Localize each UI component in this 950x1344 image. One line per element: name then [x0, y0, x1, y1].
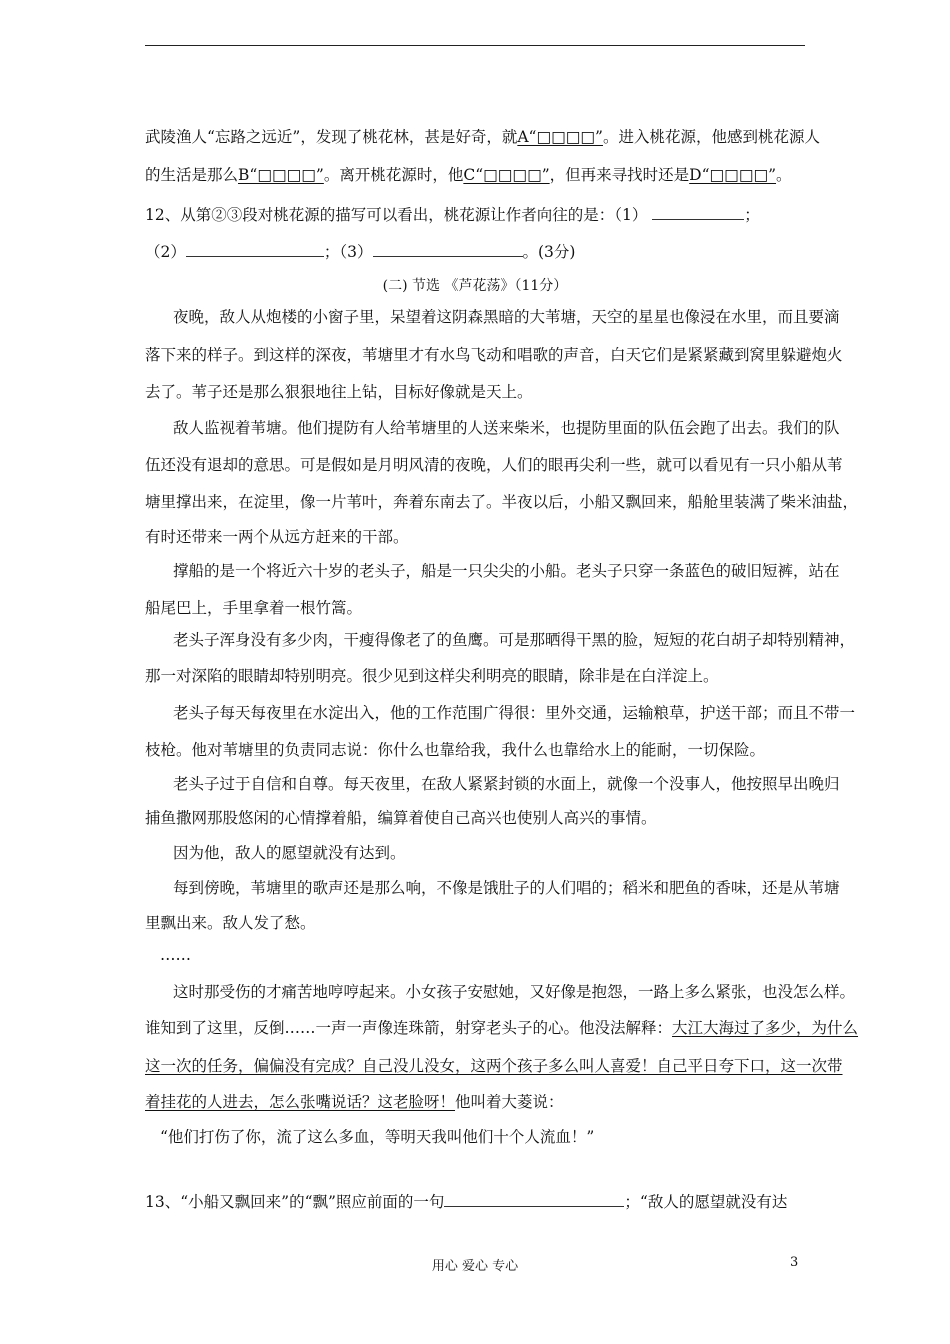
- quote-line: “他们打伤了你，流了这么多血，等明天我叫他们十个人流血！”: [160, 1128, 595, 1146]
- header-rule: [145, 45, 805, 46]
- question-13-text: 13、“小船又飘回来”的“飘”照应前面的一句: [145, 1193, 445, 1211]
- paragraph-line: 捕鱼撒网那股悠闲的心情撑着船，编算着使自己高兴也使别人高兴的事情。: [145, 809, 657, 827]
- question-text: 。进入桃花源，他感到桃花源人: [602, 128, 820, 146]
- question-text: 。离开桃花源时，他: [323, 166, 464, 184]
- paragraph-text: 谁知到了这里，反倒……一声一声像连珠箭，射穿老头子的心。他没法解释：: [145, 1019, 673, 1037]
- paragraph-line: 撑船的是一个将近六十岁的老头子，船是一只尖尖的小船。老头子只穿一条蓝色的破旧短裤，站在: [173, 562, 840, 580]
- paragraph-line: 敌人监视着苇塘。他们提防有人给苇塘里的人送来柴米，也提防里面的队伍会跑了出去。我们的队: [173, 419, 840, 437]
- page-number: 3: [790, 1255, 799, 1270]
- answer-blank-c[interactable]: C“□□□□”: [463, 166, 550, 184]
- paragraph-line: 老头子过于自信和自尊。每天夜里，在敌人紧紧封锁的水面上，就像一个没事人，他按照早出晚归: [173, 775, 840, 793]
- underlined-text: 这一次的任务，偏偏没有完成？自己没儿没女，这两个孩子多么叫人喜爱！自己平日夸下口，这一次带: [145, 1057, 843, 1075]
- paragraph-line: [145, 1056, 843, 1076]
- answer-blank-12-1[interactable]: [652, 203, 744, 220]
- question-text: 武陵渔人“忘路之远近”，发现了桃花林，甚是好奇，就: [145, 128, 518, 146]
- answer-blank-a[interactable]: A“□□□□”: [517, 128, 603, 146]
- question-text: ，但再来寻找时还是: [549, 166, 690, 184]
- answer-blank-d[interactable]: D“□□□□”: [689, 166, 777, 184]
- question-13-line: [145, 1190, 815, 1212]
- question-text: ；“敌人的愿望就没有达: [624, 1193, 788, 1211]
- question-text: ；（3）: [323, 243, 373, 261]
- paragraph-line: 每到傍晚，苇塘里的歌声还是那么响，不像是饿肚子的人们唱的；稻米和肥鱼的香味，还是从苇塘: [173, 879, 840, 897]
- question-12-line-1: [145, 203, 815, 225]
- paragraph-line: [145, 1018, 859, 1038]
- paragraph-line: 因为他，敌人的愿望就没有达到。: [173, 844, 406, 862]
- ellipsis: ……: [160, 946, 191, 964]
- question-fill-line-2: [145, 165, 815, 185]
- question-text: （2）: [145, 243, 186, 261]
- paragraph-line: 去了。苇子还是那么狠狠地往上钻，目标好像就是天上。: [145, 383, 533, 401]
- paragraph-line: 塘里撑出来，在淀里，像一片苇叶，奔着东南去了。半夜以后，小船又飘回来，船舱里装满了柴米油盐，: [145, 493, 859, 511]
- paragraph-line: 枝枪。他对苇塘里的负责同志说：你什么也靠给我，我什么也靠给水上的能耐，一切保险。: [145, 741, 766, 759]
- answer-blank-b[interactable]: B“□□□□”: [238, 166, 324, 184]
- question-12-text: 12、从第②③段对桃花源的描写可以看出，桃花源让作者向往的是：（1）: [145, 206, 648, 224]
- question-text: 的生活是那么: [145, 166, 239, 184]
- question-12-line-2: [145, 240, 815, 262]
- paragraph-text: 他叫着大菱说：: [455, 1093, 564, 1111]
- footer-motto: 用心 爱心 专心: [431, 1259, 519, 1274]
- underlined-text: 着挂花的人进去，怎么张嘴说话？这老脸呀！: [145, 1093, 456, 1111]
- paragraph-line: 船尾巴上，手里拿着一根竹篙。: [145, 599, 363, 617]
- paragraph-line: 夜晚，敌人从炮楼的小窗子里，呆望着这阴森黑暗的大苇塘，天空的星星也像浸在水里，而且要滴: [173, 308, 840, 326]
- question-fill-line-1: [145, 127, 820, 147]
- underlined-text: 大江大海过了多少，为什么: [672, 1019, 859, 1037]
- paragraph-line: 落下来的样子。到这样的深夜，苇塘里才有水鸟飞动和唱歌的声音，白天它们是紧紧藏到窝里躲避炮火: [145, 346, 843, 364]
- paragraph-line: 老头子浑身没有多少肉，干瘦得像老了的鱼鹰。可是那晒得干黑的脸，短短的花白胡子却特别精神，: [173, 631, 856, 649]
- question-text: 。: [776, 166, 792, 184]
- question-text: 。(3分): [522, 243, 576, 261]
- answer-blank-13-1[interactable]: [444, 1190, 624, 1207]
- paragraph-line: 里飘出来。敌人发了愁。: [145, 914, 316, 932]
- paragraph-line: 那一对深陷的眼睛却特别明亮。很少见到这样尖利明亮的眼睛，除非是在白洋淀上。: [145, 667, 719, 685]
- question-text: ；: [744, 206, 760, 224]
- paragraph-line: 伍还没有退却的意思。可是假如是月明风清的夜晚，人们的眼再尖利一些，就可以看见有一只小船从苇: [145, 456, 843, 474]
- paragraph-line: [145, 1092, 815, 1112]
- answer-blank-12-2[interactable]: [186, 240, 324, 257]
- paragraph-line: 这时那受伤的才痛苦地哼哼起来。小女孩子安慰她，又好像是抱怨，一路上多么紧张，也没怎么样。: [173, 983, 856, 1001]
- paragraph-line: 有时还带来一两个从远方赶来的干部。: [145, 528, 409, 546]
- answer-blank-12-3[interactable]: [373, 240, 523, 257]
- section-title: (二) 节选 《芦花荡》（11分）: [382, 278, 568, 294]
- paragraph-line: 老头子每天每夜里在水淀出入，他的工作范围广得很：里外交通，运输粮草，护送干部；而且不带一: [173, 704, 856, 722]
